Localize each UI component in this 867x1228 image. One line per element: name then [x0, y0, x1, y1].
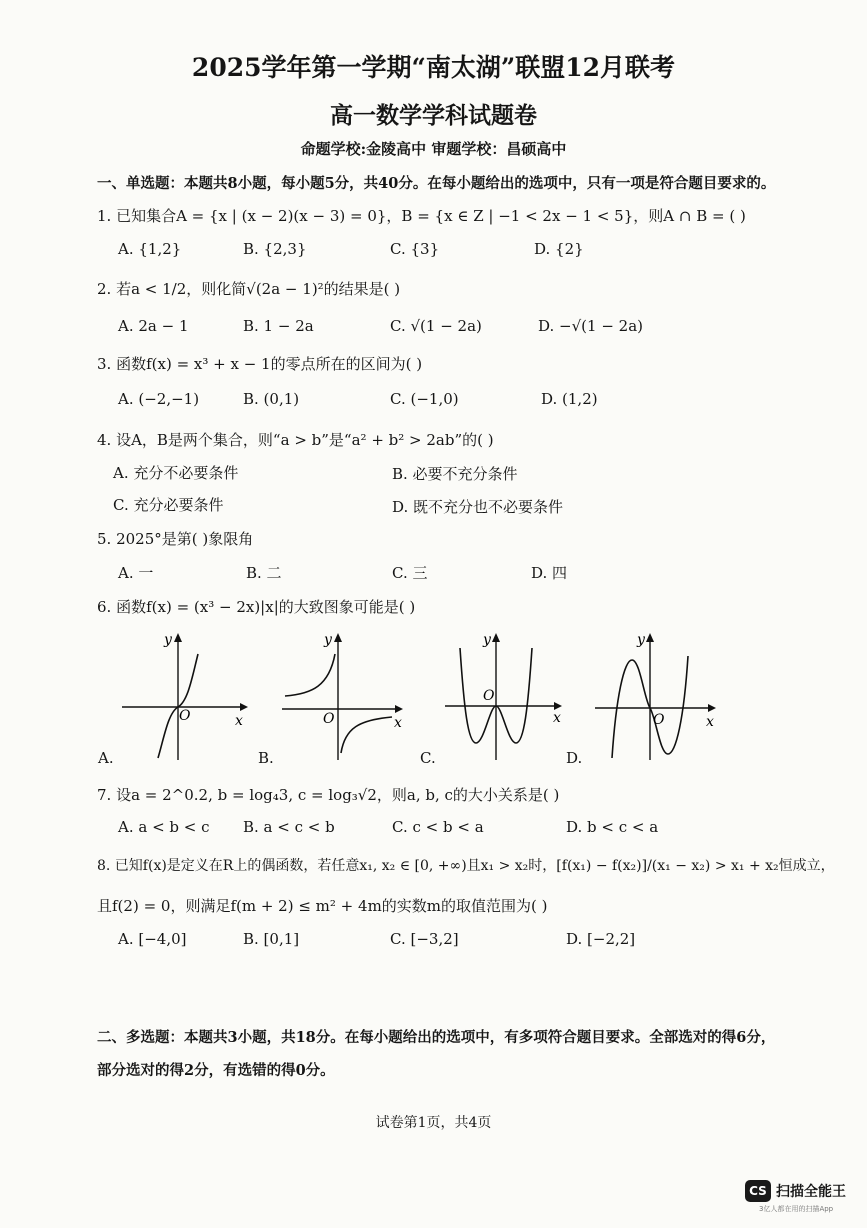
origin-label: O [653, 712, 665, 728]
question-8-option-c: C. [−3,2] [390, 930, 459, 948]
question-3-option-c: C. (−1,0) [390, 390, 459, 408]
question-5-option-c: C. 三 [392, 564, 428, 582]
y-label: y [164, 632, 172, 648]
y-axis-arrow-icon [646, 633, 654, 642]
question-3-stem: 3. 函数f(x) = x³ + x − 1的零点所在的区间为( ) [97, 355, 423, 373]
question-8-option-a: A. [−4,0] [118, 930, 187, 948]
question-4-option-c: C. 充分必要条件 [113, 496, 224, 514]
x-axis-arrow-icon [395, 705, 403, 713]
x-label: x [706, 714, 714, 730]
y-label: y [637, 632, 645, 648]
question-1-option-b: B. {2,3} [243, 240, 307, 258]
origin-label: O [483, 688, 495, 704]
x-label: x [553, 710, 561, 726]
question-1-option-d: D. {2} [534, 240, 584, 258]
y-label: y [324, 632, 332, 648]
origin-label: O [323, 711, 335, 727]
graph-option-c [440, 628, 583, 768]
y-axis-arrow-icon [174, 633, 182, 642]
graph-b-curve-left [285, 654, 335, 696]
question-7-option-b: B. a < c < b [243, 818, 335, 836]
y-axis-arrow-icon [492, 633, 500, 642]
question-8-stem: 8. 已知f(x)是定义在R上的偶函数，若任意x₁, x₂ ∈ [0, +∞)且x₁ > x₂时，[f(x₁) − f(x₂)]/(x₁ − x₂) > x₁ + x₂恒成立， [97, 858, 835, 874]
question-6-option-b: B. [258, 749, 274, 767]
graph-option-b [277, 628, 417, 768]
question-1-option-c: C. {3} [390, 240, 440, 258]
question-1-stem: 1. 已知集合A = {x | (x − 2)(x − 3) = 0}，B = {x ∈ Z | −1 < 2x − 1 < 5}，则A ∩ B = ( ) [97, 207, 746, 225]
question-3-option-d: D. (1,2) [541, 390, 598, 408]
question-1-option-a: A. {1,2} [118, 240, 182, 258]
question-2-stem: 2. 若a < 1/2，则化简√(2a − 1)²的结果是( ) [97, 280, 401, 298]
question-4-option-a: A. 充分不必要条件 [113, 464, 239, 482]
question-2-option-b: B. 1 − 2a [243, 317, 314, 335]
question-4-stem: 4. 设A，B是两个集合，则“a > b”是“a² + b² > 2ab”的( ) [97, 431, 494, 449]
y-label: y [483, 632, 491, 648]
school-info: 命题学校:金陵高中 审题学校：昌硕高中 [300, 140, 567, 158]
question-6-option-d: D. [566, 749, 583, 767]
question-2-option-c: C. √(1 − 2a) [390, 317, 482, 335]
question-4-option-d: D. 既不充分也不必要条件 [392, 498, 564, 516]
page-footer: 试卷第1页，共4页 [375, 1115, 492, 1131]
question-5-option-d: D. 四 [531, 564, 568, 582]
y-axis-arrow-icon [334, 633, 342, 642]
exam-title: 2025学年第一学期“南太湖”联盟12月联考 [191, 53, 676, 82]
graph-option-a [112, 628, 262, 768]
x-axis-arrow-icon [240, 703, 248, 711]
x-label: x [235, 713, 243, 729]
question-2-option-d: D. −√(1 − 2a) [538, 317, 643, 335]
watermark-tagline: 3亿人都在用的扫描App [759, 1205, 834, 1213]
graph-b-curve-right [341, 717, 392, 753]
origin-label: O [179, 708, 191, 724]
question-5-stem: 5. 2025°是第( )象限角 [97, 530, 254, 548]
x-axis-arrow-icon [708, 704, 716, 712]
question-7-option-d: D. b < c < a [566, 818, 659, 836]
section-1-heading: 一、单选题：本题共8小题，每小题5分，共40分。在每小题给出的选项中，只有一项是符合题目要求的。 [97, 175, 776, 192]
exam-subtitle: 高一数学学科试题卷 [330, 102, 537, 129]
question-8-stem-continued: 且f(2) = 0，则满足f(m + 2) ≤ m² + 4m的实数m的取值范围为( ) [97, 897, 548, 915]
question-7-option-c: C. c < b < a [392, 818, 484, 836]
cs-logo-icon: CS [745, 1180, 771, 1202]
question-2-option-a: A. 2a − 1 [118, 317, 189, 335]
question-6-stem: 6. 函数f(x) = (x³ − 2x)|x|的大致图象可能是( ) [97, 598, 416, 616]
question-7-option-a: A. a < b < c [118, 818, 210, 836]
question-3-option-a: A. (−2,−1) [118, 390, 200, 408]
question-6-option-c: C. [420, 749, 436, 767]
question-5-option-a: A. 一 [118, 564, 154, 582]
question-8-option-d: D. [−2,2] [566, 930, 636, 948]
graph-option-d [590, 628, 730, 768]
section-2-heading: 二、多选题：本题共3小题，共18分。在每小题给出的选项中，有多项符合题目要求。全部选对的得6分，部分选对的得2分，有选错的得0分。 [97, 1029, 776, 1079]
watermark-name: 扫描全能王 [776, 1184, 846, 1200]
x-label: x [394, 715, 402, 731]
question-6-option-a: A. [98, 749, 114, 767]
x-axis-arrow-icon [554, 702, 562, 710]
question-5-option-b: B. 二 [246, 564, 282, 582]
question-4-option-b: B. 必要不充分条件 [392, 465, 518, 483]
question-7-stem: 7. 设a = 2^0.2, b = log₄3, c = log₃√2，则a, b, c的大小关系是( ) [97, 786, 560, 804]
question-3-option-b: B. (0,1) [243, 390, 300, 408]
question-8-option-b: B. [0,1] [243, 930, 300, 948]
